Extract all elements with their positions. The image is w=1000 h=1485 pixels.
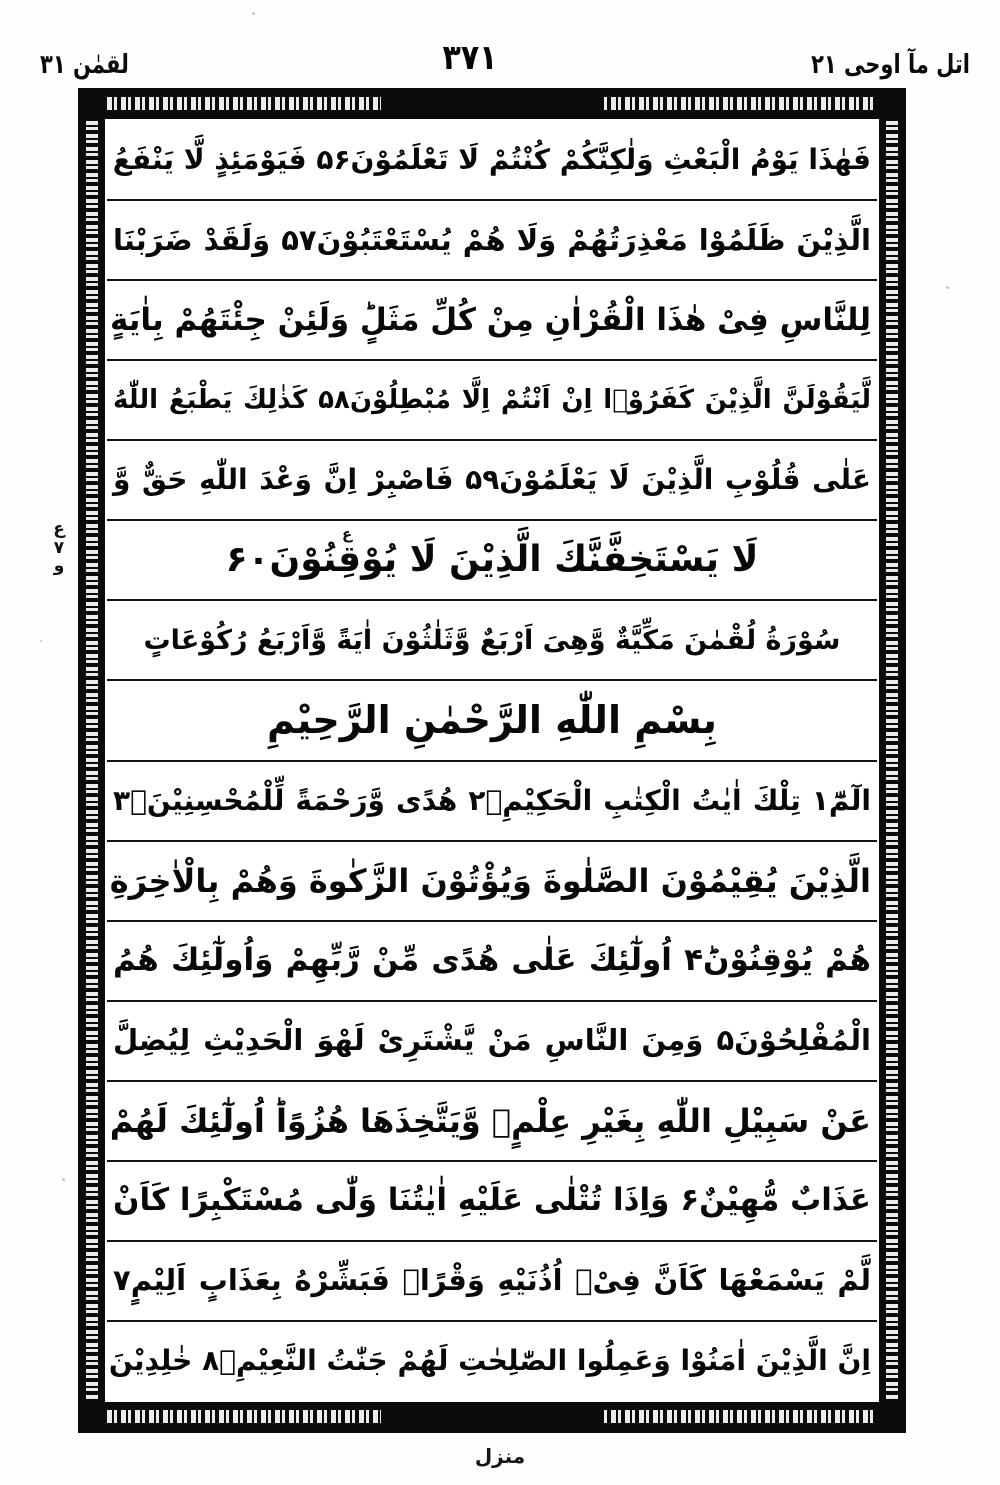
page-number: ۳۷۱ [442,37,498,78]
surah-label: لقمٰن ۳۱ [40,49,129,80]
ruku-marker: ع [342,525,353,544]
ayah-text: لِلنَّاسِ فِىْ هٰذَا الْقُرْاٰنِ مِنْ كُلِّ مَثَلٍؕ وَلَئِنْ جِئْتَهُمْ بِاٰيَةٍ [109,301,871,338]
scan-speck [40,640,42,642]
scan-speck [252,12,255,15]
quran-text-area [107,121,877,1400]
ayah-line [107,1082,877,1162]
ayah-text: اِنَّ الَّذِيْنَ اٰمَنُوْا وَعَمِلُوا الصّٰلِحٰتِ لَهُمْ جَنّٰتُ النَّعِيْمِۙ۸ خٰلِدِيْنَ [108,1343,871,1377]
ayah-line [107,1002,877,1082]
ayah-text: عَلٰى قُلُوْبِ الَّذِيْنَ لَا يَعْلَمُوْنَ۵۹ فَاصْبِرْ اِنَّ وَعْدَ اللّٰهِ حَقٌّ وَّ [113,463,871,497]
ayah-line [107,121,877,201]
ayah-line [107,441,877,521]
ayah-text: الَّذِيْنَ ظَلَمُوْا مَعْذِرَتُهُمْ وَلَا هُمْ يُسْتَعْتَبُوْنَ۵۷ وَلَقَدْ ضَرَبْنَا [113,222,871,257]
ayah-text: الْمُفْلِحُوْنَ۵ وَمِنَ النَّاسِ مَنْ يَّشْتَرِىْ لَهْوَ الْحَدِيْثِ لِيُضِلَّ [113,1023,871,1058]
frame-band-bottom [81,1404,903,1430]
scan-speck [62,1178,65,1181]
ornamental-frame [78,88,906,1433]
ayah-text: عَذَابٌ مُّهِيْنٌ۶ وَاِذَا تُتْلٰى عَلَيْهِ اٰيٰتُنَا وَلّٰى مُسْتَكْبِرًا كَاَنْ [113,1182,871,1219]
footer-label: منزل [474,1444,526,1468]
frame-band-right [881,91,903,1430]
ayah-text: لَّمْ يَسْمَعْهَا كَاَنَّ فِىْۤ اُذُنَيْهِ وَقْرًاۚ فَبَشِّرْهُ بِعَذَابٍ اَلِيْمٍ۷ [113,1263,871,1298]
ayah-line [107,762,877,842]
ayah-line [107,1242,877,1322]
ayah-line [107,842,877,922]
ayah-text: عَنْ سَبِيْلِ اللّٰهِ بِغَيْرِ عِلْمٍۙ وَّيَتَّخِذَهَا هُزُوًاؕ اُولٰٓئِكَ لَهُمْ [109,1101,871,1140]
ayah-text: بِسْمِ اللّٰهِ الرَّحْمٰنِ الرَّحِيْمِ [267,698,717,743]
ayah-text: لَّيَقُوْلَنَّ الَّذِيْنَ كَفَرُوْۤا اِنْ اَنْتُمْ اِلَّا مُبْطِلُوْنَ۵۸ كَذٰلِكَ يَطْبَعُ اللّٰهُ [113,385,871,416]
ayah-line [107,681,877,761]
frame-band-left [81,91,103,1430]
juz-label: اتل مآ اوحی ۲۱ [811,49,970,80]
ayah-line [107,922,877,1002]
ayah-line [107,1162,877,1242]
ayah-line [107,521,877,601]
ayah-text: هُمْ يُوْقِنُوْنَؕ۴ اُولٰٓئِكَ عَلٰى هُدًى مِّنْ رَّبِّهِمْ وَاُولٰٓئِكَ هُمُ [113,942,871,979]
ayah-line [107,201,877,281]
frame-band-top [81,91,903,117]
margin-note: ع ۷ و [53,519,65,577]
ayah-text: الَّذِيْنَ يُقِيْمُوْنَ الصَّلٰوةَ وَيُؤْتُوْنَ الزَّكٰوةَ وَهُمْ بِالْاٰخِرَةِ [109,861,871,900]
ayah-line [107,281,877,361]
scan-speck [946,286,949,289]
ayah-line [107,601,877,681]
ayah-line [107,361,877,441]
page-header [40,30,970,78]
ayah-text: فَهٰذَا يَوْمُ الْبَعْثِ وَلٰكِنَّكُمْ كُنْتُمْ لَا تَعْلَمُوْنَ۵۶ فَيَوْمَئِذٍ لَّا يَنْفَعُ [112,143,871,177]
ayah-text: الٓمّٓ۱ تِلْكَ اٰيٰتُ الْكِتٰبِ الْحَكِيْمِۙ۲ هُدًى وَّرَحْمَةً لِّلْمُحْسِنِيْنَۙ۳ [113,783,871,817]
ayah-line [107,1322,877,1400]
ayah-text: سُوْرَةُ لُقْمٰنَ مَكِّيَّةٌ وَّهِىَ اَرْبَعٌ وَّثَلٰثُوْنَ اٰيَةً وَّاَرْبَعُ رُكُوْعَاتٍ [143,624,841,656]
ayah-text: لَا يَسْتَخِفَّنَّكَ الَّذِيْنَ لَا يُوْقِنُوْنَ۶۰ [225,539,759,581]
